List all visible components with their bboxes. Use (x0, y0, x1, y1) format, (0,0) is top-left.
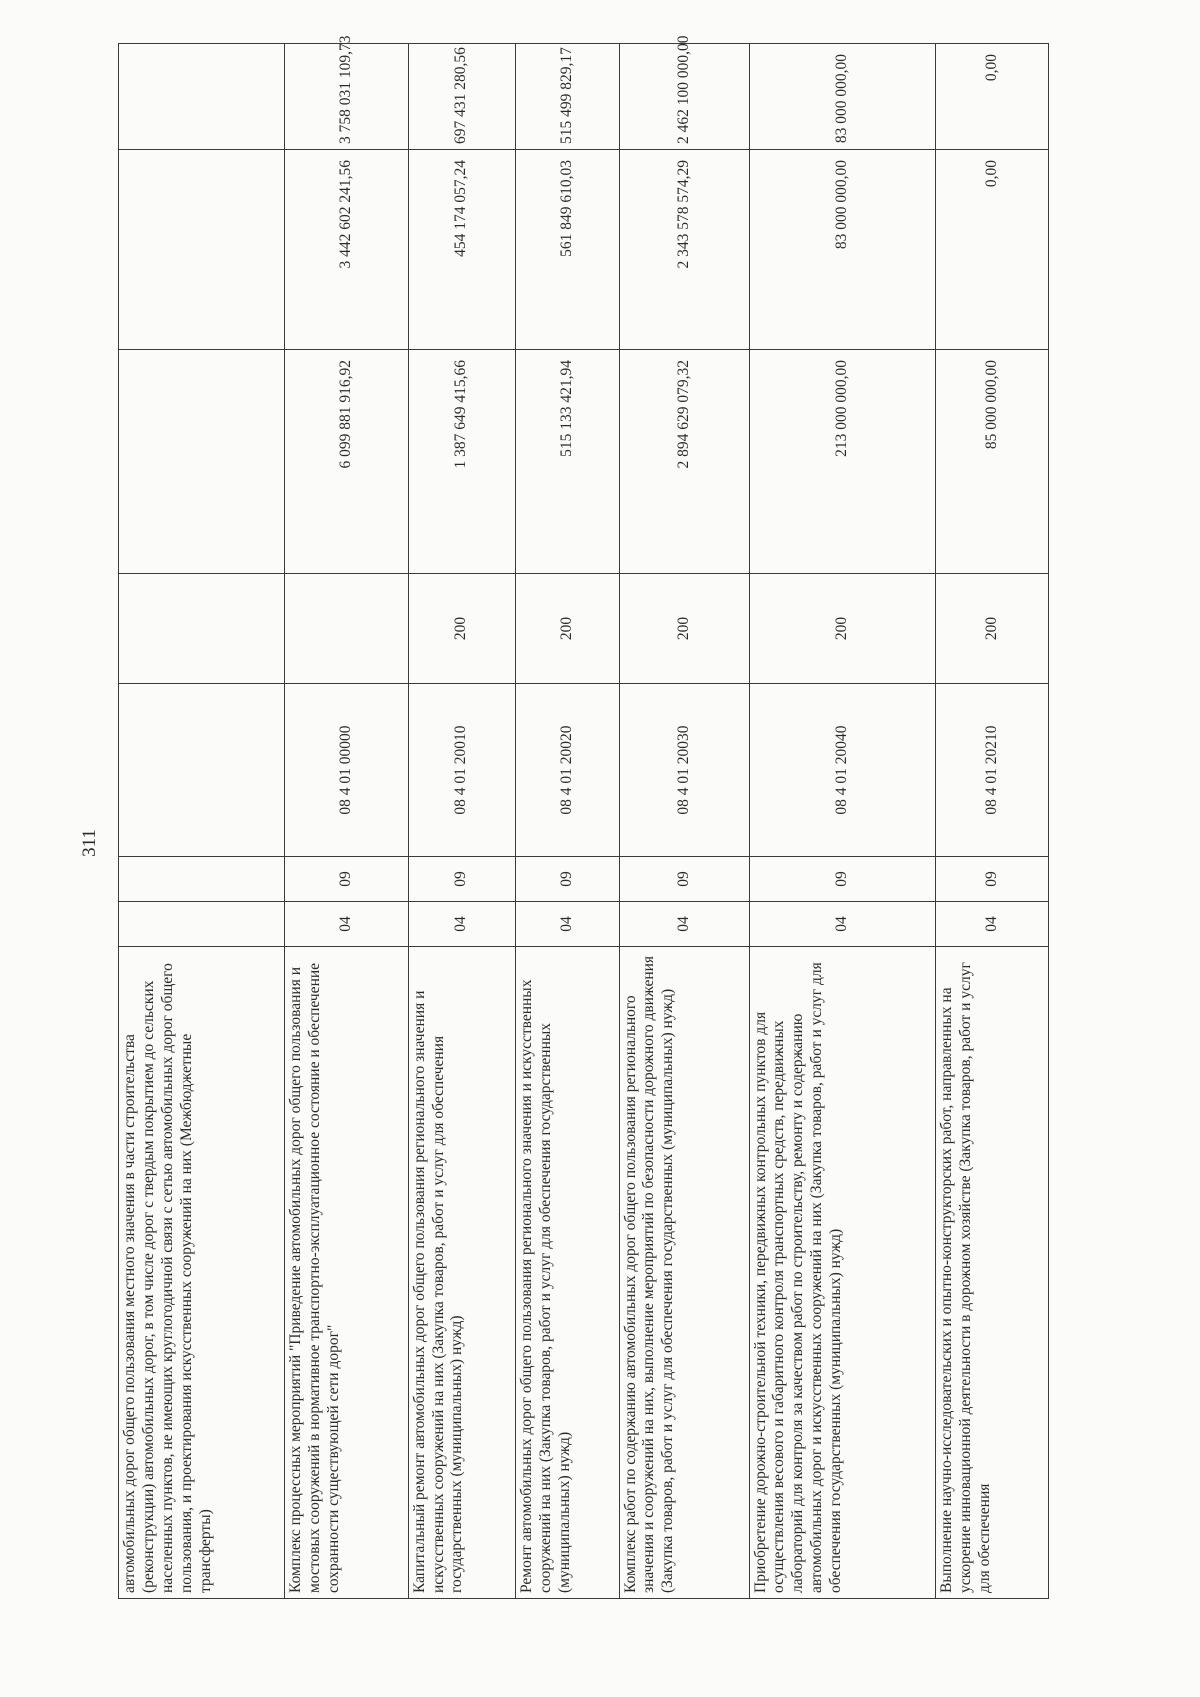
expense-type-code: 200 (619, 574, 749, 684)
target-article-code: 08 4 01 20040 (749, 684, 936, 857)
amount-year-1: 2 894 629 079,32 (619, 350, 749, 574)
target-article-code: 08 4 01 20020 (515, 684, 619, 857)
expense-type-code: 200 (515, 574, 619, 684)
table-row (749, 44, 936, 1599)
subsection-code: 09 (408, 857, 515, 902)
subsection-code: 09 (749, 857, 936, 902)
section-code: 04 (749, 902, 936, 947)
target-article-code: 08 4 01 20210 (936, 684, 1049, 857)
row-description: автомобильных дорог общего пользования местного значения в части строительства (реконструкции) автомобильных дорог, в том числе дорог с твердым покрытием до сельских населенных пунктов, не имеющих круглогодичной связи с сетью автомобильных дорог общего пользования, и проектирования искусственных сооружений на них (Межбюджетные трансферты) (119, 947, 285, 1599)
amount-year-3: 515 499 829,17 (515, 44, 619, 150)
table-row (936, 44, 1049, 1599)
row-description: Комплекс процессных мероприятий "Приведение автомобильных дорог общего пользования и мостовых сооружений в нормативное транспортно-эксплуатационное состояние и обеспечение сохранности существующей сети дорог" (285, 947, 408, 1599)
section-code: 04 (619, 902, 749, 947)
row-description: Приобретение дорожно-строительной техники, передвижных контрольных пунктов для осуществления весового и габаритного контроля транспортных средств, передвижных лабораторий для контроля за качеством работ по строительству, ремонту и содержанию автомобильных дорог и искусственных сооружений на них (Закупка товаров, работ и услуг для обеспечения государственных (муниципальных) нужд) (749, 947, 936, 1599)
row-description: Ремонт автомобильных дорог общего пользования регионального значения и искусственных сооружений на них (Закупка товаров, работ и услуг для обеспечения государственных (муниципальных) нужд) (515, 947, 619, 1599)
budget-table (118, 35, 1049, 1599)
expense-type-code: 200 (749, 574, 936, 684)
amount-year-2: 2 343 578 574,29 (619, 150, 749, 350)
amount-year-3: 3 758 031 109,73 (285, 44, 408, 150)
subsection-code: 09 (936, 857, 1049, 902)
target-article-code: 08 4 01 00000 (285, 684, 408, 857)
amount-year-3: 2 462 100 000,00 (619, 44, 749, 150)
section-code: 04 (408, 902, 515, 947)
target-article-code (119, 684, 285, 857)
row-description: Комплекс работ по содержанию автомобильных дорог общего пользования регионального значения и сооружений на них, выполнение мероприятий по безопасности дорожного движения (Закупка товаров, работ и услуг для обеспечения государственных (муниципальных) нужд) (619, 947, 749, 1599)
target-article-code: 08 4 01 20010 (408, 684, 515, 857)
amount-year-2: 0,00 (936, 150, 1049, 350)
row-description: Выполнение научно-исследовательских и опытно-конструкторских работ, направленных на ускорение инновационной деятельности в дорожном хозяйстве (Закупка товаров, работ и услуг для обеспечения (936, 947, 1049, 1599)
expense-type-code: 200 (936, 574, 1049, 684)
amount-year-2: 561 849 610,03 (515, 150, 619, 350)
amount-year-1: 1 387 649 415,66 (408, 350, 515, 574)
section-code: 04 (285, 902, 408, 947)
section-code: 04 (936, 902, 1049, 947)
amount-year-1: 85 000 000,00 (936, 350, 1049, 574)
table-body (119, 35, 1049, 1599)
expense-type-code: 200 (408, 574, 515, 684)
subsection-code: 09 (285, 857, 408, 902)
table-row (408, 44, 515, 1599)
amount-year-3 (119, 44, 285, 150)
amount-year-1: 515 133 421,94 (515, 350, 619, 574)
row-description: Капитальный ремонт автомобильных дорог общего пользования регионального значения и искусственных сооружений на них (Закупка товаров, работ и услуг для обеспечения государственных (муниципальных) нужд) (408, 947, 515, 1599)
expense-type-code (285, 574, 408, 684)
subsection-code: 09 (515, 857, 619, 902)
amount-year-2 (119, 150, 285, 350)
table-row (619, 44, 749, 1599)
amount-year-1: 213 000 000,00 (749, 350, 936, 574)
section-code: 04 (515, 902, 619, 947)
page-number: 311 (79, 829, 100, 857)
amount-year-2: 3 442 602 241,56 (285, 150, 408, 350)
amount-year-2: 83 000 000,00 (749, 150, 936, 350)
subsection-code: 09 (619, 857, 749, 902)
table-row (285, 44, 408, 1599)
amount-year-3: 0,00 (936, 44, 1049, 150)
amount-year-2: 454 174 057,24 (408, 150, 515, 350)
amount-year-3: 697 431 280,56 (408, 44, 515, 150)
section-code (119, 902, 285, 947)
amount-year-3: 83 000 000,00 (749, 44, 936, 150)
expense-type-code (119, 574, 285, 684)
subsection-code (119, 857, 285, 902)
table-row (515, 44, 619, 1599)
amount-year-1: 6 099 881 916,92 (285, 350, 408, 574)
rotated-table-container (118, 35, 1049, 1599)
target-article-code: 08 4 01 20030 (619, 684, 749, 857)
table-row (119, 44, 285, 1599)
amount-year-1 (119, 350, 285, 574)
